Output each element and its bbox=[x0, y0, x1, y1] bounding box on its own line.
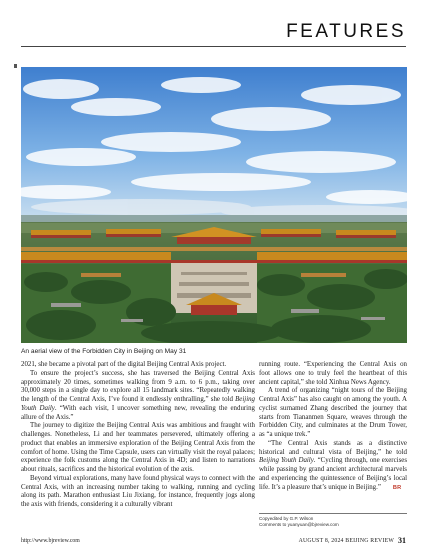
copyedit-credit: Copyedited by G.P. Wilson bbox=[259, 516, 314, 521]
article-left-column bbox=[21, 361, 255, 510]
credits bbox=[259, 516, 407, 528]
article-right-column bbox=[259, 361, 407, 492]
publication-name: Beijing Youth Daily bbox=[21, 396, 255, 412]
footer-issue: AUGUST 8, 2024 BEIJING REVIEW bbox=[298, 538, 394, 544]
credit-rule bbox=[259, 513, 407, 514]
footer-url-link[interactable]: http://www.bjreview.com bbox=[21, 538, 80, 544]
comments-contact[interactable]: Comments to yuanyuan@bjreview.com bbox=[259, 522, 339, 527]
paragraph: The journey to digitize the Beijing Central Axis was ambitious and fraught with challenges. Nonetheless, Li and her teammates persevered, ultimately offering a product that enables an immersive exploration of the Beijing Central Axis from the comfort of home. Using the Time Capsule, users can virtually visit the royal palaces; experience the folk customs along the Central Axis in 4D; and listen to narrations about rituals, sacrifices and the historical evolution of the axis. bbox=[21, 422, 255, 473]
paragraph: running route. “Experiencing the Central Axis on foot allows one to truly feel the heartbeat of this ancient capital,” she told Xinhua News Agency. bbox=[259, 361, 407, 386]
header-rule bbox=[21, 46, 406, 47]
publication-name: Beijing Youth Daily bbox=[259, 457, 314, 465]
paragraph: Beyond virtual explorations, many have found physical ways to connect with the Central Axis, with an increasing number taking to walking, running and cycling along its path. Marathon enthusiast Liu Jixiang, for instance, frequently jogs along the axis with friends, considering it a culturally vibrant bbox=[21, 474, 255, 508]
paragraph: 2021, she became a pivotal part of the digital Beijing Central Axis project. bbox=[21, 361, 227, 368]
end-mark-icon: BR bbox=[392, 484, 402, 491]
page-number: 31 bbox=[398, 536, 406, 545]
paragraph: A trend of organizing “night tours of the Beijing Central Axis” has also caught on among the youth. A cyclist surnamed Zhang described the journey that starts from Tiananmen Square, weaves through the Forbidden City, and culminates at the Drum Tower, as “a unique trek.” bbox=[259, 387, 407, 438]
paragraph: “The Central Axis stands as a distinctive historical and cultural vista of Beijing,” he told Beijing Youth Daily. “Cycling through, one exercises while passing by grand ancient architectural marvels and experiencing the quintessence of Beijing’s local life. It’s a pleasure that’s unique in Beijing.” BR bbox=[259, 439, 408, 491]
section-label: FEATURES bbox=[286, 21, 406, 42]
paragraph: To ensure the project’s success, she has traversed the Beijing Central Axis approximately 20 times, sometimes walking from 9 a.m. to 6 p.m., taking over 30,000 steps in a single day to explore all 15 landmark sites. “Repeatedly walking the length of the Central Axis, I’ve found it endlessly enthralling,” she told Beijing Youth Daily. “With each visit, I uncover something new, revealing the enduring allure of the Axis.” bbox=[21, 369, 255, 421]
forbidden-city-aerial-illustration bbox=[21, 67, 407, 343]
forbidden-city-photo bbox=[21, 67, 407, 343]
margin-mark bbox=[14, 64, 17, 68]
photo-caption: An aerial view of the Forbidden City in Beijing on May 31 bbox=[21, 348, 187, 355]
